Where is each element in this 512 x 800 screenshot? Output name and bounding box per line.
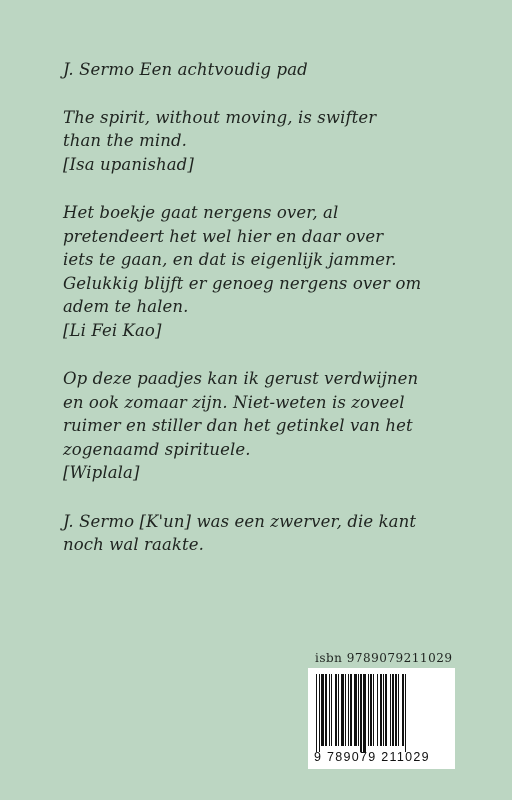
barcode-digits: 9 789079 211029 (314, 750, 430, 764)
barcode-bar (338, 674, 339, 746)
barcode-bar (395, 674, 397, 746)
quote-attribution: [Wiplala] (63, 463, 140, 482)
barcode-bar (358, 674, 359, 746)
barcode-bar (360, 674, 362, 752)
barcode-bar (335, 674, 337, 746)
barcode-bar (321, 674, 324, 746)
barcode-bar (363, 674, 366, 752)
text-line: than the mind. (63, 131, 187, 150)
author-paragraph (63, 510, 483, 557)
text-line: ruimer en stiller dan het getinkel van het (63, 416, 413, 435)
barcode-bar (405, 674, 406, 752)
barcode-bar (316, 674, 317, 752)
text-line: Op deze paadjes kan ik gerust verdwijnen (63, 369, 419, 388)
barcode-bar (380, 674, 382, 746)
quote-paragraph-3 (63, 367, 483, 485)
barcode-bar (402, 674, 404, 746)
back-cover-text (63, 58, 483, 582)
barcode-bar (370, 674, 372, 746)
text-line: The spirit, without moving, is swifter (63, 107, 377, 127)
book-title: J. Sermo Een achtvoudig pad (63, 60, 308, 79)
text-line: en ook zomaar zijn. Niet-weten is zoveel (63, 392, 405, 412)
barcode-bar (390, 674, 391, 746)
isbn-label: isbn 9789079211029 (315, 651, 453, 665)
text-line: iets te gaan, en dat is eigenlijk jammer. (63, 250, 397, 269)
barcode-bar (383, 674, 384, 746)
text-line: Gelukkig blijft er genoeg nergens over om (63, 273, 422, 293)
quote-paragraph-1 (63, 106, 483, 177)
text-line: J. Sermo [K'un] was een zwerver, die kant (63, 511, 417, 531)
barcode-bar (319, 674, 320, 752)
barcode-bar (350, 674, 352, 746)
barcode-bar (341, 674, 344, 746)
barcode-bar (331, 674, 332, 746)
barcode-bar (385, 674, 387, 746)
barcode-bar (329, 674, 330, 746)
text-line: Het boekje gaat nergens over, al (63, 203, 339, 222)
barcode-bar (377, 674, 378, 746)
barcode-bar (398, 674, 399, 746)
barcode-bar (392, 674, 394, 746)
barcode-bar (348, 674, 349, 746)
text-line: noch wal raakte. (63, 535, 204, 554)
barcode-bar (325, 674, 327, 746)
barcode-bar (373, 674, 374, 746)
barcode-bar (354, 674, 357, 746)
quote-paragraph-2 (63, 201, 483, 342)
barcode-bar (368, 674, 369, 746)
text-line: pretendeert het wel hier en daar over (63, 226, 384, 246)
text-line: zogenaamd spirituele. (63, 439, 251, 459)
quote-attribution: [Li Fei Kao] (63, 320, 162, 340)
barcode-bar (345, 674, 346, 746)
text-line: adem te halen. (63, 297, 189, 316)
quote-attribution: [Isa upanishad] (63, 154, 194, 174)
barcode (308, 668, 455, 769)
